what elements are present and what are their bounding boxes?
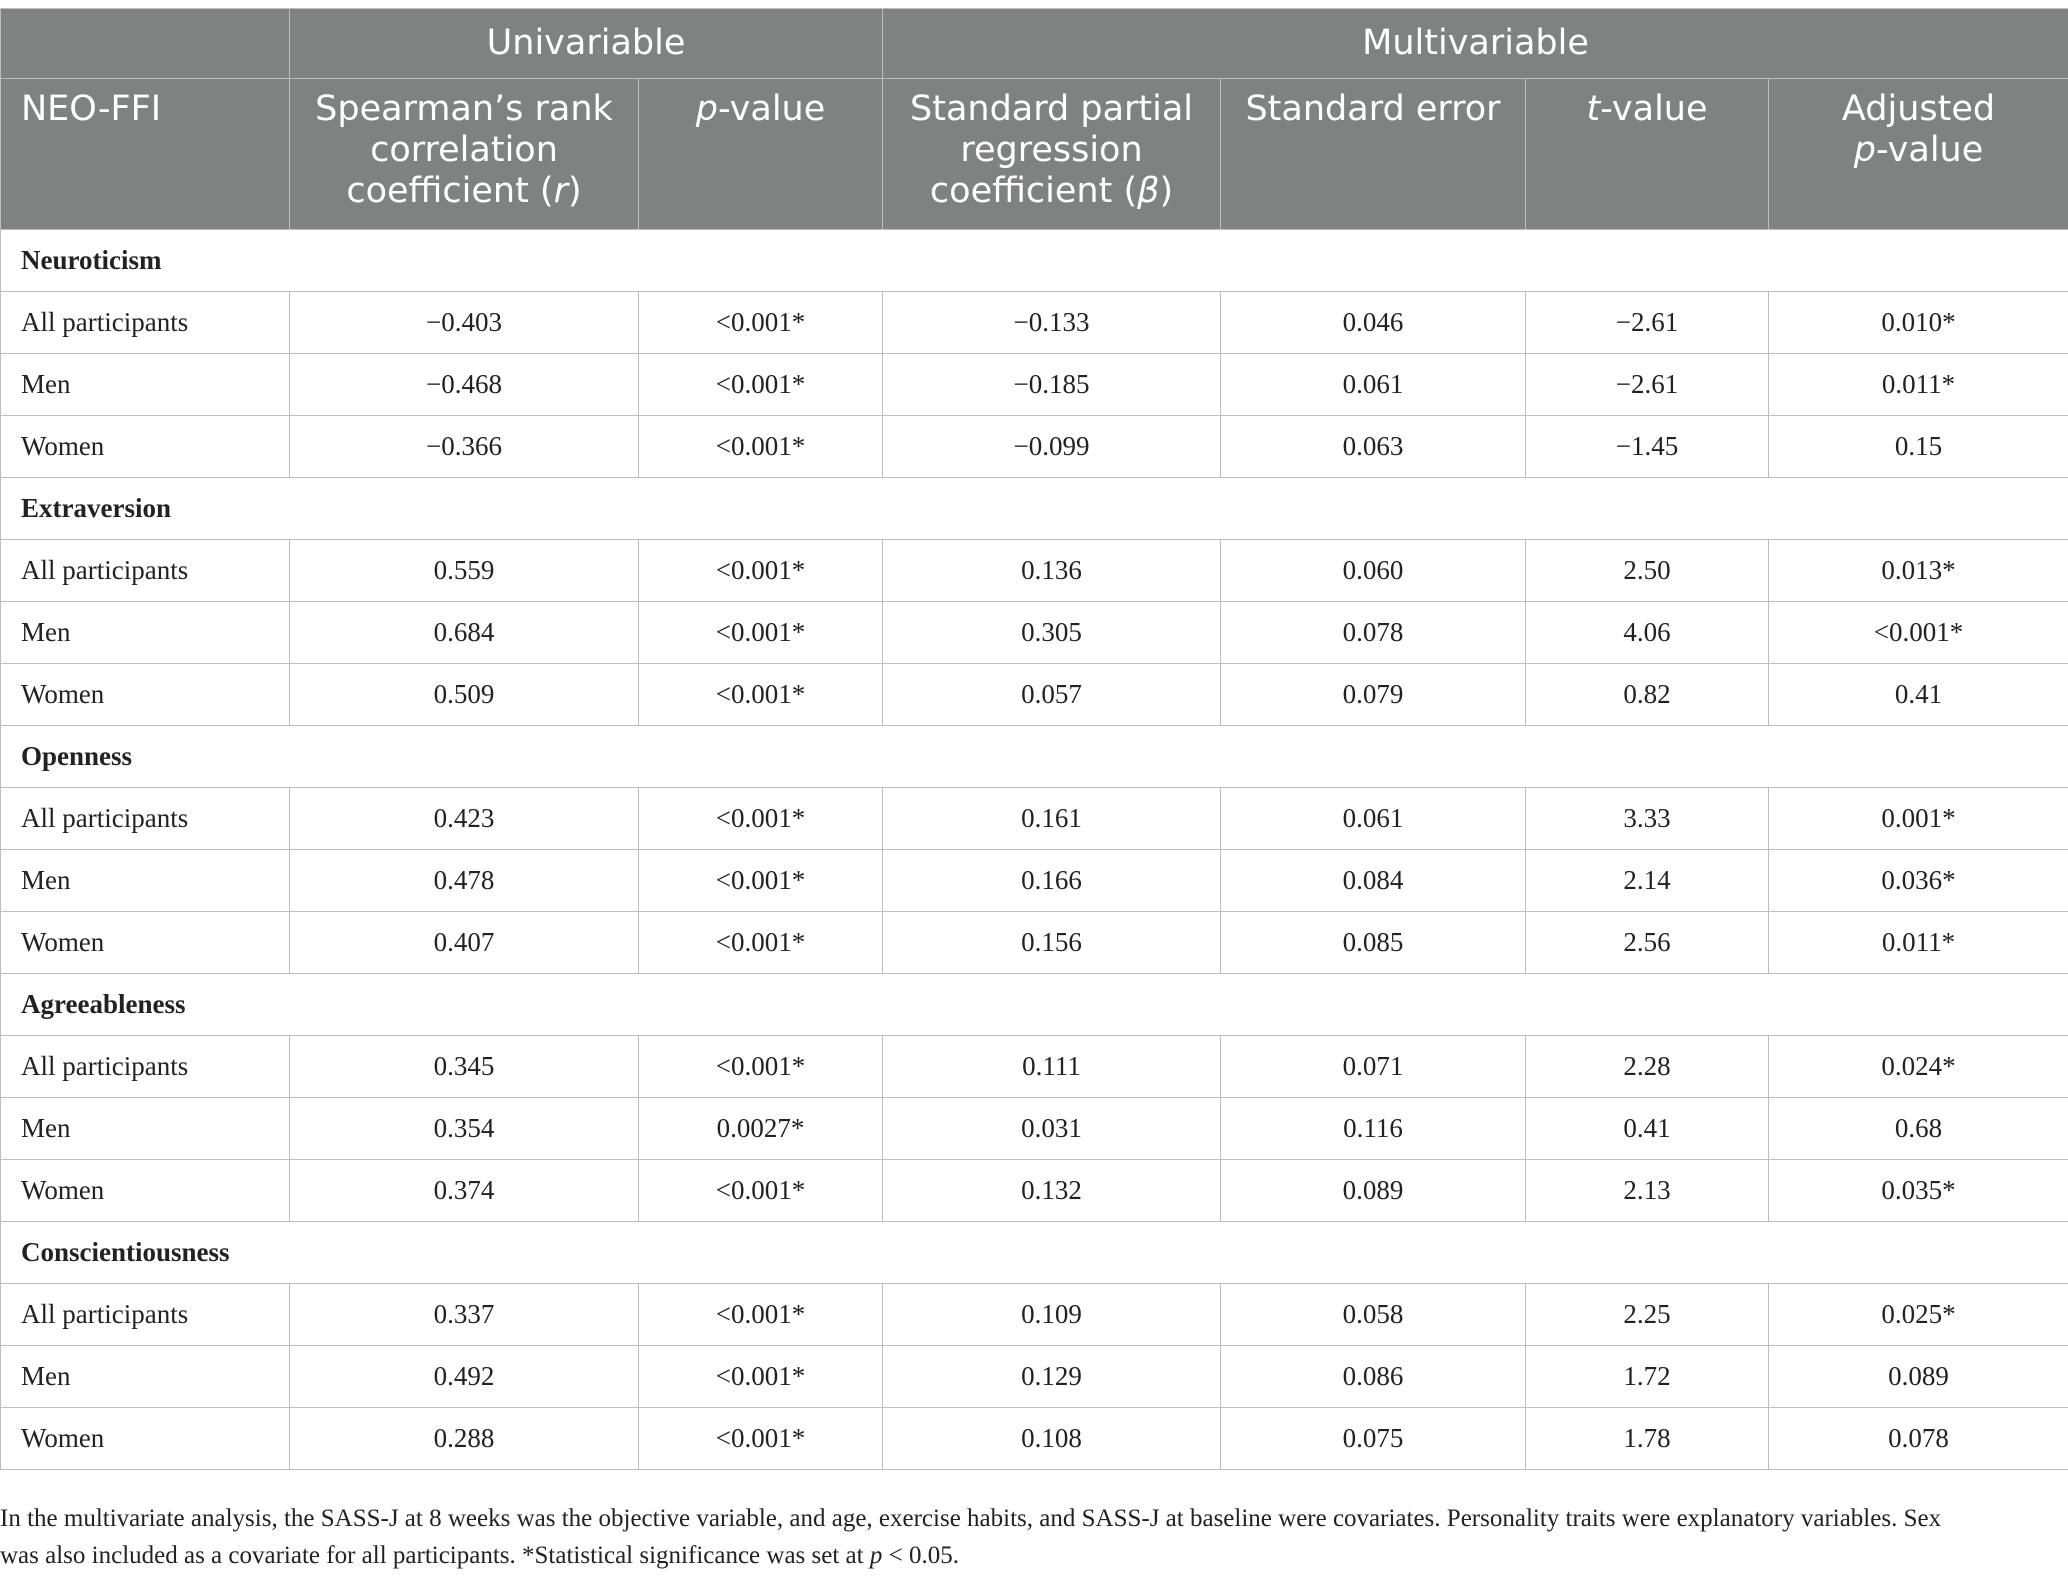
- standard-error-cell: 0.078: [1221, 602, 1526, 664]
- table-row: [1, 1098, 2068, 1160]
- adjusted-p-value-cell: 0.011*: [1769, 912, 2068, 974]
- beta-cell: 0.132: [883, 1160, 1221, 1222]
- t-value-cell: 2.13: [1526, 1160, 1769, 1222]
- t-value-cell: 3.33: [1526, 788, 1769, 850]
- spearman-r-cell: 0.354: [290, 1098, 639, 1160]
- p-value-cell: <0.001*: [639, 1346, 883, 1408]
- spearman-r-cell: 0.337: [290, 1284, 639, 1346]
- p-value-cell: <0.001*: [639, 540, 883, 602]
- table-row: [1, 1036, 2068, 1098]
- standard-error-cell: 0.063: [1221, 416, 1526, 478]
- row-label: Men: [1, 354, 290, 416]
- section-row: [1, 1222, 2068, 1284]
- section-row: [1, 974, 2068, 1036]
- adjusted-p-value-cell: <0.001*: [1769, 602, 2068, 664]
- p-value-cell: 0.0027*: [639, 1098, 883, 1160]
- spearman-r-cell: 0.288: [290, 1408, 639, 1470]
- section-title: Conscientiousness: [1, 1222, 2068, 1284]
- p-value-cell: <0.001*: [639, 664, 883, 726]
- standard-error-cell: 0.061: [1221, 788, 1526, 850]
- standard-error-cell: 0.116: [1221, 1098, 1526, 1160]
- adjusted-p-value-cell: 0.010*: [1769, 292, 2068, 354]
- column-header-p-value: p-value: [639, 79, 883, 230]
- results-table: [0, 8, 2068, 1470]
- p-value-cell: <0.001*: [639, 850, 883, 912]
- adjusted-p-value-cell: 0.011*: [1769, 354, 2068, 416]
- beta-cell: 0.305: [883, 602, 1221, 664]
- row-label: Women: [1, 912, 290, 974]
- table-row: [1, 1408, 2068, 1470]
- p-value-cell: <0.001*: [639, 416, 883, 478]
- adjusted-p-value-cell: 0.15: [1769, 416, 2068, 478]
- group-header-univariable: Univariable: [290, 9, 883, 79]
- t-value-cell: 0.41: [1526, 1098, 1769, 1160]
- table-row: [1, 912, 2068, 974]
- adjusted-p-value-cell: 0.089: [1769, 1346, 2068, 1408]
- t-value-cell: −2.61: [1526, 292, 1769, 354]
- beta-cell: 0.161: [883, 788, 1221, 850]
- beta-cell: 0.156: [883, 912, 1221, 974]
- standard-error-cell: 0.075: [1221, 1408, 1526, 1470]
- spearman-r-cell: 0.492: [290, 1346, 639, 1408]
- t-value-cell: 1.78: [1526, 1408, 1769, 1470]
- standard-error-cell: 0.061: [1221, 354, 1526, 416]
- footnote-line-1: In the multivariate analysis, the SASS-J at 8 weeks was the objective variable, and age, exercise habits, and SASS-J at baseline were covariates. Personality traits were explanatory variables. Sex: [0, 1505, 1942, 1532]
- table-row: [1, 540, 2068, 602]
- spearman-r-cell: 0.684: [290, 602, 639, 664]
- p-value-cell: <0.001*: [639, 1036, 883, 1098]
- beta-cell: 0.057: [883, 664, 1221, 726]
- group-header-multivariable: Multivariable: [883, 9, 2068, 79]
- p-value-cell: <0.001*: [639, 912, 883, 974]
- t-value-cell: 4.06: [1526, 602, 1769, 664]
- row-label: Women: [1, 1160, 290, 1222]
- footnote-line-2: was also included as a covariate for all participants. *Statistical significance was set at p < 0.05.: [0, 1542, 959, 1569]
- standard-error-cell: 0.084: [1221, 850, 1526, 912]
- spearman-r-cell: 0.509: [290, 664, 639, 726]
- section-row: [1, 478, 2068, 540]
- p-value-cell: <0.001*: [639, 1160, 883, 1222]
- t-value-cell: 2.14: [1526, 850, 1769, 912]
- table-row: [1, 292, 2068, 354]
- p-value-cell: <0.001*: [639, 1284, 883, 1346]
- standard-error-cell: 0.071: [1221, 1036, 1526, 1098]
- table-row: [1, 354, 2068, 416]
- row-label: Men: [1, 850, 290, 912]
- p-value-cell: <0.001*: [639, 788, 883, 850]
- spearman-r-cell: 0.559: [290, 540, 639, 602]
- row-label: All participants: [1, 1036, 290, 1098]
- column-header-standard-error: Standard error: [1221, 79, 1526, 230]
- section-row: [1, 230, 2068, 292]
- row-label: All participants: [1, 1284, 290, 1346]
- beta-cell: −0.099: [883, 416, 1221, 478]
- adjusted-p-value-cell: 0.41: [1769, 664, 2068, 726]
- header-corner: [1, 9, 290, 79]
- section-title: Openness: [1, 726, 2068, 788]
- table-row: [1, 664, 2068, 726]
- adjusted-p-value-cell: 0.078: [1769, 1408, 2068, 1470]
- spearman-r-cell: 0.345: [290, 1036, 639, 1098]
- beta-cell: 0.166: [883, 850, 1221, 912]
- standard-error-cell: 0.089: [1221, 1160, 1526, 1222]
- column-header-spearman: Spearman’s rank correlation coefficient (r): [290, 79, 639, 230]
- row-label: Women: [1, 664, 290, 726]
- row-label: All participants: [1, 788, 290, 850]
- t-value-cell: 1.72: [1526, 1346, 1769, 1408]
- row-label: Men: [1, 602, 290, 664]
- column-header-neo-ffi: NEO-FFI: [1, 79, 290, 230]
- spearman-r-cell: 0.478: [290, 850, 639, 912]
- spearman-r-cell: 0.423: [290, 788, 639, 850]
- row-label: All participants: [1, 292, 290, 354]
- row-label: Women: [1, 416, 290, 478]
- spearman-r-cell: −0.403: [290, 292, 639, 354]
- standard-error-cell: 0.085: [1221, 912, 1526, 974]
- column-header-beta: Standard partial regression coefficient (β): [883, 79, 1221, 230]
- t-value-cell: 2.50: [1526, 540, 1769, 602]
- beta-cell: 0.108: [883, 1408, 1221, 1470]
- t-value-cell: −2.61: [1526, 354, 1769, 416]
- beta-cell: 0.129: [883, 1346, 1221, 1408]
- beta-cell: 0.031: [883, 1098, 1221, 1160]
- adjusted-p-value-cell: 0.001*: [1769, 788, 2068, 850]
- adjusted-p-value-cell: 0.024*: [1769, 1036, 2068, 1098]
- table-row: [1, 1346, 2068, 1408]
- t-value-cell: 2.25: [1526, 1284, 1769, 1346]
- table-row: [1, 1160, 2068, 1222]
- beta-cell: 0.109: [883, 1284, 1221, 1346]
- standard-error-cell: 0.046: [1221, 292, 1526, 354]
- table-row: [1, 602, 2068, 664]
- spearman-r-cell: 0.407: [290, 912, 639, 974]
- spearman-r-cell: −0.468: [290, 354, 639, 416]
- table-row: [1, 1284, 2068, 1346]
- table-footnote: [0, 1500, 2060, 1574]
- table-row: [1, 416, 2068, 478]
- beta-cell: 0.136: [883, 540, 1221, 602]
- beta-cell: −0.133: [883, 292, 1221, 354]
- column-header-adjusted-p-value: Adjusted p-value: [1769, 79, 2068, 230]
- p-value-cell: <0.001*: [639, 1408, 883, 1470]
- adjusted-p-value-cell: 0.035*: [1769, 1160, 2068, 1222]
- standard-error-cell: 0.060: [1221, 540, 1526, 602]
- table-row: [1, 850, 2068, 912]
- row-label: All participants: [1, 540, 290, 602]
- column-header-t-value: t-value: [1526, 79, 1769, 230]
- section-row: [1, 726, 2068, 788]
- p-value-cell: <0.001*: [639, 602, 883, 664]
- adjusted-p-value-cell: 0.036*: [1769, 850, 2068, 912]
- standard-error-cell: 0.086: [1221, 1346, 1526, 1408]
- t-value-cell: 2.56: [1526, 912, 1769, 974]
- standard-error-cell: 0.058: [1221, 1284, 1526, 1346]
- p-value-cell: <0.001*: [639, 354, 883, 416]
- table-body: [1, 230, 2068, 1470]
- p-value-cell: <0.001*: [639, 292, 883, 354]
- standard-error-cell: 0.079: [1221, 664, 1526, 726]
- spearman-r-cell: −0.366: [290, 416, 639, 478]
- adjusted-p-value-cell: 0.025*: [1769, 1284, 2068, 1346]
- section-title: Agreeableness: [1, 974, 2068, 1036]
- beta-cell: −0.185: [883, 354, 1221, 416]
- section-title: Extraversion: [1, 478, 2068, 540]
- row-label: Women: [1, 1408, 290, 1470]
- spearman-r-cell: 0.374: [290, 1160, 639, 1222]
- section-title: Neuroticism: [1, 230, 2068, 292]
- t-value-cell: 2.28: [1526, 1036, 1769, 1098]
- adjusted-p-value-cell: 0.68: [1769, 1098, 2068, 1160]
- adjusted-p-value-cell: 0.013*: [1769, 540, 2068, 602]
- t-value-cell: −1.45: [1526, 416, 1769, 478]
- row-label: Men: [1, 1098, 290, 1160]
- t-value-cell: 0.82: [1526, 664, 1769, 726]
- beta-cell: 0.111: [883, 1036, 1221, 1098]
- table-row: [1, 788, 2068, 850]
- row-label: Men: [1, 1346, 290, 1408]
